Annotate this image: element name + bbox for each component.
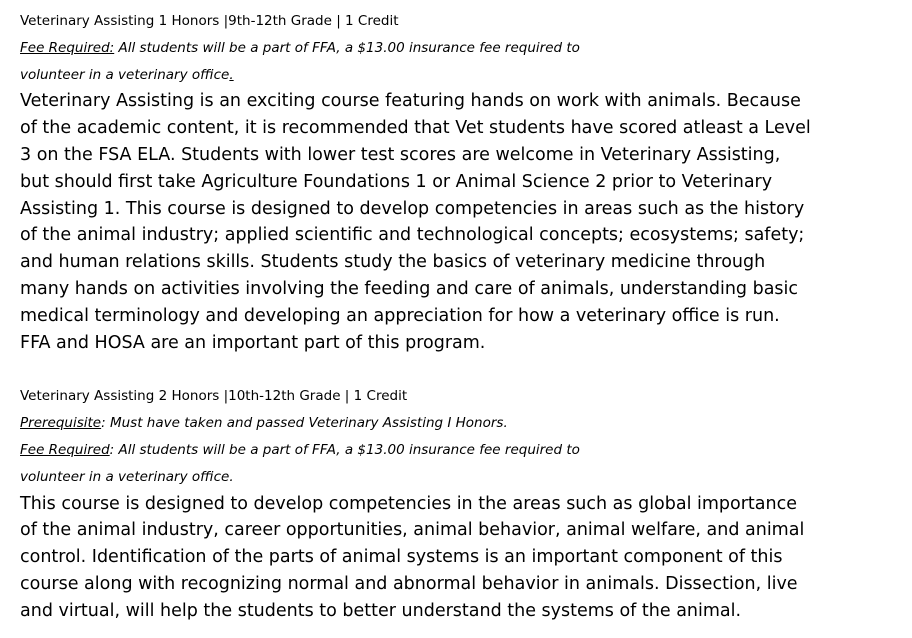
prerequisite-text: : Must have taken and passed Veterinary Assisting I Honors. — [101, 415, 508, 432]
description-line: of the animal industry, career opportunities, animal behavior, animal welfare, and animal — [20, 520, 805, 541]
fee-required-text: All students will be a part of FFA, a $13.00 insurance fee required to — [114, 39, 580, 56]
prerequisite-label: Prerequisite — [20, 415, 102, 432]
course-title: Veterinary Assisting 2 Honors |10th-12th Grade | 1 Credit — [20, 388, 408, 405]
description-line: Veterinary Assisting is an exciting course featuring hands on work with animals. Because — [20, 91, 801, 112]
fee-required-text-continued: volunteer in a veterinary office. — [20, 468, 234, 485]
description-line: but should first take Agriculture Foundations 1 or Animal Science 2 prior to Veterinary — [20, 171, 773, 192]
course-veterinary-assisting-1 — [20, 8, 912, 356]
fee-required-trailing-period: . — [229, 66, 234, 83]
description-line: control. Identification of the parts of animal systems is an important component of this — [20, 547, 783, 568]
description-line: and virtual, will help the students to better understand the systems of the animal. — [20, 600, 742, 621]
description-line: and human relations skills. Students study the basics of veterinary medicine through — [20, 252, 766, 273]
course-description — [20, 88, 900, 356]
fee-required-note — [20, 437, 912, 464]
description-line: This course is designed to develop competencies in the areas such as global importance — [20, 493, 797, 514]
description-line: of the animal industry; applied scientific and technological concepts; ecosystems; safety; — [20, 225, 805, 246]
fee-required-note-continued — [20, 62, 912, 89]
fee-required-label: Fee Required — [20, 441, 110, 458]
course-veterinary-assisting-2 — [20, 383, 912, 624]
fee-required-label: Fee Required: — [20, 39, 115, 56]
description-line: medical terminology and developing an appreciation for how a veterinary office is run. — [20, 305, 780, 326]
fee-required-note-continued — [20, 464, 912, 491]
description-line: FFA and HOSA are an important part of this program. — [20, 332, 486, 353]
fee-required-text-continued: volunteer in a veterinary office — [20, 66, 230, 83]
fee-required-text: : All students will be a part of FFA, a $13.00 insurance fee required to — [109, 441, 580, 458]
prerequisite-note — [20, 410, 912, 437]
fee-required-note — [20, 35, 912, 62]
course-title: Veterinary Assisting 1 Honors |9th-12th Grade | 1 Credit — [20, 13, 399, 29]
description-line: Assisting 1. This course is designed to develop competencies in areas such as the history — [20, 198, 805, 219]
course-description — [20, 491, 900, 625]
description-line: of the academic content, it is recommended that Vet students have scored atleast a Level — [20, 118, 811, 139]
description-line: 3 on the FSA ELA. Students with lower test scores are welcome in Veterinary Assisting, — [20, 144, 781, 165]
description-line: many hands on activities involving the feeding and care of animals, understanding basic — [20, 278, 799, 299]
description-line: course along with recognizing normal and abnormal behavior in animals. Dissection, live — [20, 573, 798, 594]
